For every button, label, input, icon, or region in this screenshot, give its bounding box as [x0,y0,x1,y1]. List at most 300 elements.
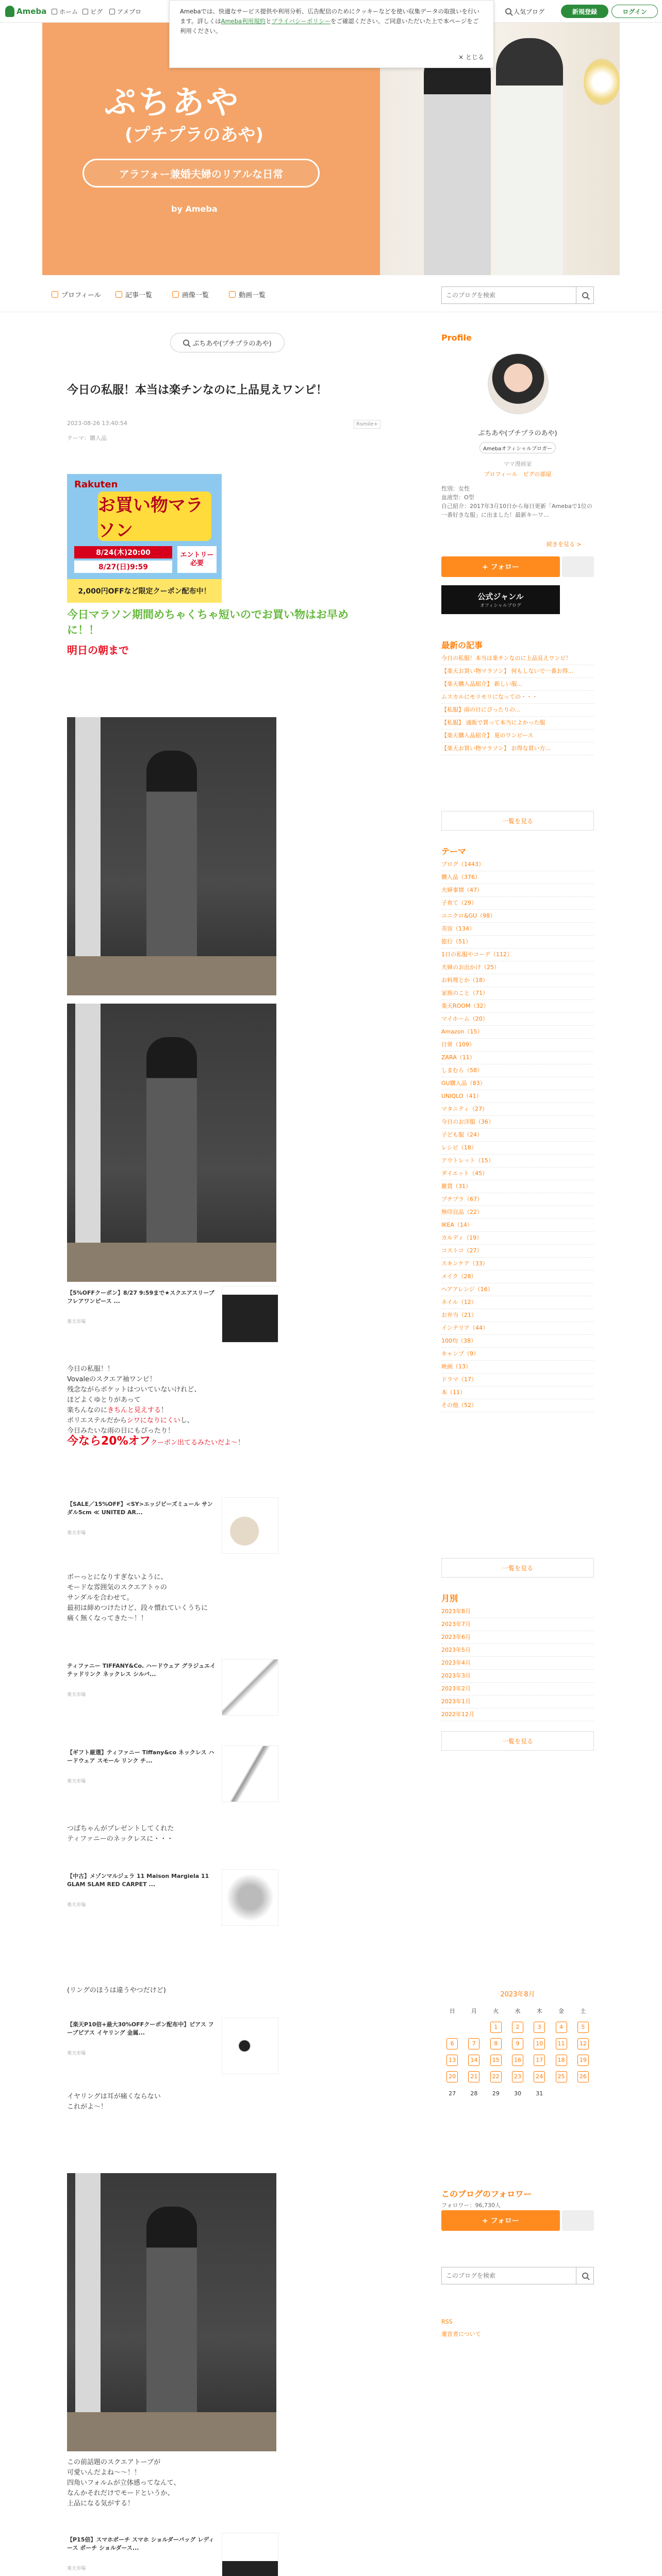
product-card-1[interactable] [67,1286,304,1343]
bouquet [584,59,620,105]
avatar[interactable] [488,353,549,414]
blog-nav [0,276,662,312]
calendar-day[interactable] [572,2036,594,2052]
header-title: ぷちあや [104,83,241,121]
calendar-header [441,2003,594,2019]
search-icon [582,292,588,298]
calendar-day-link[interactable]: 21 [468,2071,479,2082]
product-thumb [222,1659,278,1716]
topnav-ameblo-label: アメブロ [117,8,142,15]
month-link[interactable]: 2023年4月 [441,1657,594,1670]
theme-link[interactable]: ZARA（11） [441,1052,594,1064]
month-heading: 月別 [441,1594,458,1603]
recent-entry-link[interactable]: ムスカルにモリモリになっての・・・ [441,691,594,704]
calendar-day-link[interactable]: 12 [577,2038,589,2049]
text-line: 残念ながらポケットはついていないけれど、 [67,1386,201,1394]
product-shop: 楽天市場 [67,2051,86,2056]
text-line: Vovaleのスクエア袖ワンピ！ [67,1376,156,1383]
mirror [75,1004,101,1282]
text-line [67,1405,356,1416]
floor [67,1243,276,1282]
text-line: 今日の私服！！ [67,1365,114,1373]
blogger-pill[interactable] [170,333,285,352]
calendar-day[interactable] [550,2069,572,2085]
recent-entry-link[interactable]: 今日の私服！本当は楽チンなのに上品見えワンピ！ [441,652,594,665]
theme-link[interactable]: 子ども服（24） [441,1129,594,1142]
text-line: つばちゃんがプレゼントしてくれた [67,1825,174,1833]
blog-search [441,286,594,304]
recent-entry-link[interactable]: 【楽天購入品紹介】 夏のワンピース [441,730,594,742]
calendar-day: 29 [492,2090,500,2097]
official-banner-sub: オフィシャルブログ [480,603,521,608]
calendar-month[interactable]: 2023年8月 [500,1991,535,1998]
text-span: ！ [161,1406,168,1414]
product-thumb [222,2533,278,2576]
weekday-label: 土 [580,2008,586,2014]
calendar-day-link[interactable]: 17 [534,2055,545,2066]
calendar-day: 27 [449,2090,456,2097]
product-card-6[interactable] [67,2018,304,2074]
theme-link[interactable]: 美容（134） [441,923,594,936]
outfit-photo-2[interactable] [67,1004,276,1282]
paragraph [67,1364,356,1448]
theme-link[interactable]: ネイル（12） [441,1296,594,1309]
theme-link[interactable]: レシピ（18） [441,1142,594,1155]
recent-heading: 最新の記事 [441,640,483,650]
privacy-link[interactable]: プライバシーポリシー [271,18,331,25]
theme-link[interactable]: マタニティ（27） [441,1103,594,1116]
person [146,751,196,979]
theme-heading: テーマ [441,846,467,856]
consent-close-button[interactable]: × とじる [458,54,484,61]
calendar-day[interactable] [550,2036,572,2052]
product-card-7[interactable] [67,2533,304,2576]
marathon-title: お買い物マラソン [98,492,211,541]
theme-link[interactable]: 楽天ROOM（32） [441,1000,594,1013]
theme-link[interactable]: 無印良品（22） [441,1206,594,1219]
nav-images-label: 画像一覧 [182,292,209,299]
product-shop: 楽天市場 [67,1779,86,1784]
groom-figure [424,43,491,275]
paragraph [67,1572,356,1624]
recent-entry-link[interactable]: 【楽天お買い物マラソン】 お得な買い方... [441,742,594,755]
nav-images[interactable] [172,290,209,299]
theme-link[interactable]: 旅行（51） [441,936,594,948]
topnav-home-label: ホーム [59,8,78,15]
calendar-day[interactable] [463,2052,485,2069]
weekday-label: 日 [449,2008,455,2014]
login-button[interactable]: ログイン [611,5,658,18]
header-tagline: アラフォー兼婚夫婦のリアルな日常 [82,159,320,188]
logo-text: Ameba [16,7,47,16]
official-blog-banner[interactable] [441,585,560,614]
calendar-day-link[interactable]: 6 [446,2038,458,2049]
profile-job: ママ漫画家 [503,461,532,467]
follower-count: フォロワー：96,730人 [441,2202,501,2209]
theme-link[interactable]: 今日のお洋服（36） [441,1116,594,1129]
month-link[interactable]: 2023年2月 [441,1683,594,1696]
theme-link[interactable]: スキンケア（33） [441,1258,594,1270]
profile-info-line: 性別：女性 [441,485,470,492]
text-line: 痛く無くなってきた〜！！ [67,1615,148,1622]
calendar-day-link[interactable]: 2 [512,2022,523,2033]
theme-link[interactable]: 映画（13） [441,1361,594,1374]
recent-list [441,652,594,755]
official-banner-title: 公式ジャンル [477,592,524,601]
month-link[interactable]: 2023年6月 [441,1631,594,1644]
calendar-week [441,2085,594,2102]
calendar-day-link[interactable]: 5 [577,2022,589,2033]
theme-link[interactable]: 100均（38） [441,1335,594,1348]
product-card-3[interactable] [67,1659,304,1716]
profile-icon [52,291,58,298]
search-button[interactable] [576,287,593,303]
theme-list [441,858,594,1412]
cookie-consent-banner [169,0,494,68]
theme-link[interactable]: お弁当（21） [441,1309,594,1322]
sidebar-search [441,2267,594,2284]
calendar-day[interactable] [528,2036,550,2052]
text-line: 四角いフォルムが立体感ってなんて、 [67,2479,180,2487]
calendar-week [441,2036,594,2052]
star-icon [505,8,511,14]
profile-info-line: 自己紹介：2017年3月10日から毎日更新「Amebaで1位の一番好きな服」に出ました！最新キーワ... [441,503,592,518]
calendar-day-link[interactable]: 3 [534,2022,545,2033]
product-shop: 楽天市場 [67,1903,86,1908]
theme-link[interactable]: 雑貨（31） [441,1180,594,1193]
calendar-body [441,2019,594,2102]
text-line: 上品になる気がする！ [67,2500,135,2507]
product-thumb [222,1286,278,1343]
theme-link[interactable]: コストコ（27） [441,1245,594,1258]
calendar-day[interactable] [572,2019,594,2036]
product-thumb [222,2018,278,2074]
theme-link[interactable]: メイク（28） [441,1270,594,1283]
calendar-day[interactable] [550,2019,572,2036]
topnav-ameblo[interactable] [109,7,141,16]
text-line: ほどよくゆとりがあって [67,1396,141,1404]
calendar-day-link[interactable]: 25 [556,2071,567,2082]
rsmile-chip[interactable]: Rsmile+ [354,420,380,429]
theme-link[interactable]: UNIQLO（41） [441,1090,594,1103]
profile-info [441,484,594,519]
image-icon [172,291,179,298]
profile-heading: Profile [441,333,472,343]
register-button[interactable]: 新規登録 [561,5,608,18]
coupon-text: 2,000円OFFなど限定クーポン配布中！ [67,579,222,603]
calendar-day[interactable] [485,2069,507,2085]
calendar-day-link[interactable]: 26 [577,2071,589,2082]
calendar-day-link[interactable]: 13 [446,2055,458,2066]
profile-more-link[interactable]: 続きを見る > [547,541,582,548]
paragraph [67,2092,356,2112]
person [146,2207,196,2435]
calendar-day[interactable] [507,2052,528,2069]
month-link[interactable]: 2023年8月 [441,1605,594,1618]
calendar-day [463,2019,485,2036]
calendar-day[interactable] [528,2069,550,2085]
header-by: by Ameba [171,204,218,214]
month-link[interactable]: 2023年7月 [441,1618,594,1631]
calendar-day[interactable] [485,2019,507,2036]
text-span: 楽ちんなのに [67,1406,108,1414]
theme-link[interactable]: GU購入品（83） [441,1077,594,1090]
product-card-4[interactable] [67,1745,304,1802]
text-line: 可愛いんだよね〜〜！！ [67,2469,141,2477]
discount-text: 今なら20%オフ [67,1435,151,1448]
month-link[interactable]: 2022年12月 [441,1708,594,1721]
calendar-day-link[interactable]: 20 [446,2071,458,2082]
report-link[interactable]: 運営者について [441,2331,481,2337]
consent-and: と [266,18,272,25]
topnav-pigg[interactable] [82,7,103,16]
month-more-button[interactable]: 一覧を見る [441,1731,594,1751]
theme-link[interactable]: 1日の私服やコーデ（112） [441,948,594,961]
month-link[interactable]: 2023年3月 [441,1670,594,1683]
weekday-label: 水 [515,2008,521,2014]
calendar-day-link[interactable]: 18 [556,2055,567,2066]
theme-link[interactable]: 日常（109） [441,1039,594,1052]
recent-entry-link[interactable]: 【私服】 通販で買って本当によかった服 [441,717,594,730]
calendar-day-link[interactable]: 10 [534,2038,545,2049]
text-line: (リングのほうは違うやつだけど) [67,1987,166,1994]
calendar-day[interactable] [528,2019,550,2036]
text-highlight: きちんと見えする [107,1406,161,1414]
calendar-day-link[interactable]: 9 [512,2038,523,2049]
month-list [441,1605,594,1721]
lead-text: 今日マラソン期間めちゃくちゃ短いのでお買い物はお早めに！！ [67,608,349,636]
paragraph [67,1986,356,1996]
calendar-day-link[interactable]: 1 [490,2022,502,2033]
article-title[interactable]: 今日の私服！本当は楽チンなのに上品見えワンピ！ [67,384,327,397]
ameba-logo-icon [5,6,14,17]
popular-blog-label: 人気ブログ [513,8,544,15]
home-icon [52,9,57,14]
search-input[interactable] [442,287,576,303]
search-icon [582,2273,588,2279]
calendar-day-link[interactable]: 14 [468,2055,479,2066]
calendar-table [441,2003,594,2102]
topnav-home[interactable] [52,7,78,16]
calendar [441,1989,594,2102]
calendar-day[interactable] [485,2052,507,2069]
nav-entries[interactable] [115,290,152,299]
rakuten-logo: Rakuten [74,479,118,490]
theme-link[interactable]: IKEA（14） [441,1219,594,1232]
text-line: イヤリングは耳が痛くならない [67,2093,161,2100]
video-icon [229,291,236,298]
weekday-label: 火 [493,2008,499,2014]
profile-name[interactable]: ぷちあや(プチプラのあや) [478,430,557,437]
calendar-day: 30 [514,2090,521,2097]
product-title: 【中古】メゾンマルジェラ 11 Maison Margiela 11 GLAM SLAM RED CARPET ... [67,1873,209,1888]
calendar-week [441,2019,594,2036]
calendar-day-link[interactable]: 11 [556,2038,567,2049]
product-thumb [222,1869,278,1926]
terms-link[interactable]: Ameba利用規約 [221,18,266,25]
theme-link[interactable]: 子育て（29） [441,897,594,910]
theme-link[interactable]: ヘアアレンジ（16） [441,1283,594,1296]
paragraph [67,2458,356,2509]
text-line: 今日みたいな雨の日にもぴったり！ [67,1427,175,1435]
nav-profile[interactable] [52,290,101,299]
calendar-day[interactable] [441,2052,463,2069]
outfit-photo-1[interactable] [67,717,276,995]
calendar-day[interactable] [507,2036,528,2052]
theme-link[interactable]: キャンプ（9） [441,1348,594,1361]
sidebar-search-input[interactable] [442,2267,576,2284]
recent-entry-link[interactable]: 【楽天お買い物マラソン】 何もしないで一番お得... [441,665,594,678]
popular-blog-button[interactable] [504,5,545,18]
rakuten-banner[interactable] [67,474,222,603]
theme-link[interactable]: しまむら（58） [441,1064,594,1077]
calendar-day: 31 [536,2090,543,2097]
calendar-day[interactable] [441,2036,463,2052]
calendar-day[interactable] [463,2069,485,2085]
official-badge[interactable]: Amebaオフィシャルブロガー [479,442,556,453]
text-span: し、 [180,1417,194,1425]
product-thumb [222,1497,278,1554]
theme-link[interactable]: Amazon（15） [441,1026,594,1039]
theme-link[interactable]: インテリア（44） [441,1322,594,1335]
theme-link[interactable]: その他（52） [441,1399,594,1412]
product-shop: 楽天市場 [67,1531,86,1536]
calendar-day[interactable] [485,2036,507,2052]
calendar-day [441,2019,463,2036]
weekday-label: 木 [536,2008,542,2014]
calendar-day-link[interactable]: 24 [534,2071,545,2082]
paragraph [67,1824,356,1844]
calendar-day [550,2085,572,2102]
text-line: モードな雰囲気のスクエアトゥの [67,1584,167,1591]
product-title: 【P15倍】スマホポーチ スマホ ショルダーバッグ レディース ポーチ ショルダース... [67,2536,214,2551]
profile-links[interactable]: プロフィール ピグの部屋 [484,471,552,478]
recent-entry-link[interactable]: 【私服】雨の日にぴったりの... [441,704,594,717]
product-title: 【楽天P10倍+最大30%OFFクーポン配布中】ピアス フープピアス イヤリング 金属... [67,2021,214,2036]
theme-link[interactable]: 夫婦のお出かけ（25） [441,961,594,974]
sidebar-search-button[interactable] [576,2267,593,2284]
ameblo-icon [109,9,115,14]
product-title: 【5%OFFクーポン】8/27 9:59まで★スクエアスリーブフレアワンピース ... [67,1290,214,1304]
follower-heading: このブログのフォロワー [441,2189,532,2199]
text-line: ボーっとになりすぎないように、 [67,1573,168,1581]
calendar-day-link[interactable]: 19 [577,2055,589,2066]
nav-videos-label: 動画一覧 [239,292,266,299]
mirror [75,2173,101,2451]
calendar-day-link[interactable]: 4 [556,2022,567,2033]
calendar-day[interactable] [507,2069,528,2085]
floor [67,2412,276,2451]
rss-link[interactable]: RSS [441,2318,453,2325]
product-title: 【ギフト厳選】ティファニー Tiffany&co ネックレス ハードウェア スモール リンク チ... [67,1749,214,1764]
article-date: 2023-08-26 13:40:54 [67,420,127,427]
follow-button-2[interactable]: + フォロー [441,2210,560,2231]
month-link[interactable]: 2023年5月 [441,1644,594,1657]
product-title: ティファニー TIFFANY&Co. ハードウェア グラジュエイテッドリンク ネックレス シルバ... [67,1663,216,1677]
discount-tail: クーポン出てるみたいだよ〜！ [151,1439,245,1447]
header-subtitle: (プチプラのあや) [125,125,264,145]
theme-link[interactable]: 家族のこと（71） [441,987,594,1000]
calendar-day-link[interactable]: 15 [490,2055,502,2066]
month-link[interactable]: 2023年1月 [441,1696,594,1708]
outfit-photo-3[interactable] [67,2173,276,2451]
theme-more-button[interactable]: 一覧を見る [441,1558,594,1578]
text-line: なんかそれだけでモードというか、 [67,2489,174,2497]
calendar-day-link[interactable]: 8 [490,2038,502,2049]
theme-link[interactable]: アウトレット（15） [441,1155,594,1167]
theme-link[interactable]: ユニクロ&GU（98） [441,910,594,923]
consent-text-2: をご確認ください。ご同意いただいた上で本ページをご利用ください。 [180,18,479,35]
theme-link[interactable]: お料理とか（18） [441,974,594,987]
entry-tag: エントリー必要 [177,546,217,573]
follow-options-button-2[interactable] [562,2210,594,2231]
calendar-day[interactable] [463,2036,485,2052]
recent-entry-link[interactable]: 【楽天購入品紹介】 新しい服... [441,678,594,691]
product-card-2[interactable] [67,1497,304,1554]
calendar-day-link[interactable]: 16 [512,2055,523,2066]
blogger-pill-label: ぷちあや(プチプラのあや) [192,340,272,348]
floor [67,956,276,995]
follow-options-button[interactable] [562,556,594,577]
marathon-start: 8/24(木)20:00 [74,546,172,558]
theme-link[interactable]: カルディ（19） [441,1232,594,1245]
article-theme[interactable]: テーマ：購入品 [67,435,107,442]
weekday-label: 月 [471,2008,477,2014]
theme-link[interactable]: ドラマ（17） [441,1374,594,1386]
theme-link[interactable]: マイホーム（20） [441,1013,594,1026]
calendar-day-link[interactable]: 7 [468,2038,479,2049]
product-card-5[interactable] [67,1869,304,1926]
calendar-day[interactable] [528,2052,550,2069]
lead-deadline: 明日の朝まで [67,644,129,656]
pigg-icon [82,9,88,14]
follow-button[interactable]: + フォロー [441,556,560,577]
theme-link[interactable]: 本（11） [441,1386,594,1399]
theme-link[interactable]: 夫婦事情（47） [441,884,594,897]
theme-link[interactable]: ブログ（1443） [441,858,594,871]
nav-videos[interactable] [229,290,266,299]
product-shop: 楽天市場 [67,1692,86,1698]
theme-link[interactable]: 購入品（376） [441,871,594,884]
calendar-day-link[interactable]: 23 [512,2071,523,2082]
product-thumb [222,1745,278,1802]
ameba-logo[interactable] [5,5,46,18]
calendar-day-link[interactable]: 22 [490,2071,502,2082]
text-line: 最初は締めつけたけど、段々慣れていくうちに [67,1604,208,1612]
recent-more-button[interactable]: 一覧を見る [441,811,594,831]
calendar-day[interactable] [550,2052,572,2069]
nav-entries-label: 記事一覧 [125,292,153,299]
calendar-day: 28 [470,2090,478,2097]
product-shop: 楽天市場 [67,1319,86,1325]
calendar-week [441,2069,594,2085]
calendar-week [441,2052,594,2069]
text-line: サンダルを合わせて。 [67,1594,134,1602]
entries-icon [115,291,122,298]
product-title: 【SALE／15%OFF】<SY>エッジビーズミュール サンダル5cm ≪ UNITED AR... [67,1501,213,1516]
calendar-day[interactable] [572,2069,594,2085]
text-line [67,1436,356,1448]
calendar-day[interactable] [507,2019,528,2036]
bride-figure [496,38,563,275]
text-line: ティファニーのネックレスに・・・ [67,1835,174,1843]
theme-link[interactable]: プチプラ（67） [441,1193,594,1206]
person [146,1037,196,1265]
calendar-day[interactable] [572,2052,594,2069]
theme-link[interactable]: ダイエット（45） [441,1167,594,1180]
text-highlight: シワになりにくい [126,1417,180,1425]
calendar-day[interactable] [441,2069,463,2085]
